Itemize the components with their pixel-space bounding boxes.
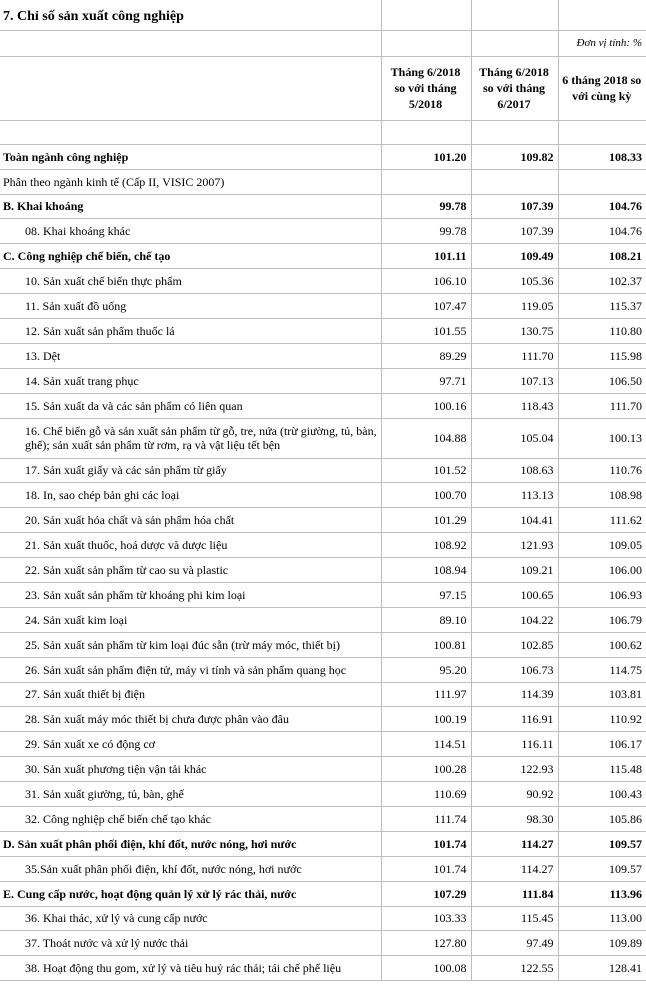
table-row (0, 682, 646, 707)
row-value-six-months: 115.48 (558, 757, 646, 782)
row-value-month-vs-prev-month: 101.29 (381, 508, 471, 533)
row-label: 22. Sản xuất sản phẩm từ cao su và plastic (0, 558, 381, 583)
row-value-month-vs-same-month: 122.55 (471, 956, 558, 981)
row-value-month-vs-same-month: 111.84 (471, 881, 558, 906)
row-value-month-vs-same-month: 116.11 (471, 732, 558, 757)
table-row (0, 881, 646, 906)
row-label: 27. Sản xuất thiết bị điện (0, 682, 381, 707)
row-value-month-vs-same-month: 122.93 (471, 757, 558, 782)
row-value-month-vs-prev-month: 89.29 (381, 343, 471, 368)
column-header-six-months: 6 tháng 2018 so với cùng kỳ (558, 56, 646, 120)
row-value-six-months: 115.98 (558, 343, 646, 368)
row-value-month-vs-same-month: 114.27 (471, 831, 558, 856)
classification-note: Phân theo ngành kinh tế (Cấp II, VISIC 2007) (0, 169, 381, 194)
row-value-month-vs-same-month: 114.39 (471, 682, 558, 707)
table-row (0, 508, 646, 533)
row-value-six-months: 110.80 (558, 318, 646, 343)
row-value-six-months: 106.17 (558, 732, 646, 757)
row-label: 38. Hoạt động thu gom, xử lý và tiêu huỷ rác thải; tái chế phế liệu (0, 956, 381, 981)
row-value-month-vs-prev-month: 114.51 (381, 732, 471, 757)
row-value-month-vs-same-month: 90.92 (471, 782, 558, 807)
row-value-month-vs-prev-month: 106.10 (381, 269, 471, 294)
row-label: 12. Sản xuất sản phẩm thuốc lá (0, 318, 381, 343)
row-value-month-vs-prev-month: 100.28 (381, 757, 471, 782)
row-value-six-months: 128.41 (558, 956, 646, 981)
column-header-month-vs-prev-month: Tháng 6/2018 so với tháng 5/2018 (381, 56, 471, 120)
row-value-month-vs-prev-month: 111.97 (381, 682, 471, 707)
table-row (0, 368, 646, 393)
row-value-month-vs-prev-month: 101.11 (381, 244, 471, 269)
row-value-month-vs-prev-month: 100.70 (381, 483, 471, 508)
table-row (0, 418, 646, 458)
table-row (0, 607, 646, 632)
row-value-six-months: 102.37 (558, 269, 646, 294)
row-value-month-vs-same-month: 116.91 (471, 707, 558, 732)
row-value-month-vs-prev-month: 108.92 (381, 533, 471, 558)
row-value-month-vs-prev-month: 97.71 (381, 368, 471, 393)
row-value-month-vs-prev-month: 108.94 (381, 558, 471, 583)
row-value-month-vs-prev-month: 110.69 (381, 782, 471, 807)
row-value-six-months: 106.50 (558, 368, 646, 393)
row-value-month-vs-prev-month: 97.15 (381, 582, 471, 607)
row-value-six-months: 109.57 (558, 856, 646, 881)
row-label: 14. Sản xuất trang phục (0, 368, 381, 393)
row-label: 11. Sản xuất đồ uống (0, 294, 381, 319)
row-value-six-months: 104.76 (558, 219, 646, 244)
row-value-six-months: 109.05 (558, 533, 646, 558)
row-value-month-vs-prev-month: 89.10 (381, 607, 471, 632)
table-row (0, 219, 646, 244)
row-value-month-vs-same-month: 102.85 (471, 632, 558, 657)
row-value-six-months: 113.96 (558, 881, 646, 906)
row-value-month-vs-same-month: 114.27 (471, 856, 558, 881)
row-value-month-vs-same-month: 100.65 (471, 582, 558, 607)
row-label: 17. Sản xuất giấy và các sản phẩm từ giấy (0, 458, 381, 483)
table-row (0, 483, 646, 508)
row-value-month-vs-prev-month: 101.74 (381, 831, 471, 856)
row-value-six-months: 100.43 (558, 782, 646, 807)
table-row (0, 806, 646, 831)
total-value-3: 108.33 (558, 144, 646, 169)
table-row (0, 558, 646, 583)
row-value-six-months: 111.62 (558, 508, 646, 533)
row-value-month-vs-same-month: 104.41 (471, 508, 558, 533)
row-value-month-vs-prev-month: 103.33 (381, 906, 471, 931)
row-value-month-vs-same-month: 118.43 (471, 393, 558, 418)
row-label: D. Sản xuất phân phối điện, khí đốt, nước nóng, hơi nước (0, 831, 381, 856)
row-label: 26. Sản xuất sản phẩm điện tử, máy vi tính và sản phẩm quang học (0, 657, 381, 682)
row-value-six-months: 110.92 (558, 707, 646, 732)
row-value-six-months: 106.79 (558, 607, 646, 632)
row-label: 18. In, sao chép bản ghi các loại (0, 483, 381, 508)
row-value-six-months: 108.98 (558, 483, 646, 508)
row-label: 28. Sản xuất máy móc thiết bị chưa được phân vào đâu (0, 707, 381, 732)
row-value-month-vs-prev-month: 100.81 (381, 632, 471, 657)
row-label: 08. Khai khoáng khác (0, 219, 381, 244)
row-value-month-vs-same-month: 115.45 (471, 906, 558, 931)
table-row (0, 294, 646, 319)
total-value-1: 101.20 (381, 144, 471, 169)
table-row (0, 458, 646, 483)
row-value-six-months: 106.93 (558, 582, 646, 607)
row-value-six-months: 106.00 (558, 558, 646, 583)
table-row (0, 782, 646, 807)
row-value-six-months: 108.21 (558, 244, 646, 269)
row-value-month-vs-prev-month: 99.78 (381, 219, 471, 244)
table-row (0, 657, 646, 682)
row-value-month-vs-prev-month: 127.80 (381, 931, 471, 956)
row-value-six-months: 109.57 (558, 831, 646, 856)
row-value-month-vs-same-month: 107.39 (471, 194, 558, 219)
row-label: 30. Sản xuất phương tiện vận tải khác (0, 757, 381, 782)
row-value-month-vs-prev-month: 95.20 (381, 657, 471, 682)
row-value-month-vs-same-month: 119.05 (471, 294, 558, 319)
row-label: 24. Sản xuất kim loại (0, 607, 381, 632)
table-row (0, 757, 646, 782)
row-value-six-months: 110.76 (558, 458, 646, 483)
row-value-month-vs-same-month: 113.13 (471, 483, 558, 508)
row-value-month-vs-same-month: 130.75 (471, 318, 558, 343)
row-value-month-vs-same-month: 109.49 (471, 244, 558, 269)
table-row (0, 831, 646, 856)
row-label: 23. Sản xuất sản phẩm từ khoáng phi kim loại (0, 582, 381, 607)
row-value-month-vs-prev-month: 100.16 (381, 393, 471, 418)
row-value-month-vs-prev-month: 101.74 (381, 856, 471, 881)
row-label: 25. Sản xuất sản phẩm từ kim loại đúc sẵn (trừ máy móc, thiết bị) (0, 632, 381, 657)
row-value-month-vs-prev-month: 104.88 (381, 418, 471, 458)
row-value-six-months: 105.86 (558, 806, 646, 831)
row-value-month-vs-prev-month: 111.74 (381, 806, 471, 831)
row-value-month-vs-same-month: 97.49 (471, 931, 558, 956)
table-row (0, 732, 646, 757)
row-value-six-months: 115.37 (558, 294, 646, 319)
row-value-six-months: 109.89 (558, 931, 646, 956)
row-value-six-months: 114.75 (558, 657, 646, 682)
row-value-month-vs-same-month: 106.73 (471, 657, 558, 682)
row-label: 31. Sản xuất giường, tủ, bàn, ghế (0, 782, 381, 807)
row-value-month-vs-same-month: 107.13 (471, 368, 558, 393)
row-value-month-vs-same-month: 105.04 (471, 418, 558, 458)
row-label: 20. Sản xuất hóa chất và sản phẩm hóa chất (0, 508, 381, 533)
row-value-month-vs-prev-month: 101.55 (381, 318, 471, 343)
row-value-six-months: 100.62 (558, 632, 646, 657)
row-label: B. Khai khoáng (0, 194, 381, 219)
table-title: 7. Chỉ số sản xuất công nghiệp (0, 0, 381, 30)
column-header-month-vs-same-month: Tháng 6/2018 so với tháng 6/2017 (471, 56, 558, 120)
row-label: E. Cung cấp nước, hoạt động quản lý xử lý rác thải, nước (0, 881, 381, 906)
row-value-month-vs-prev-month: 100.19 (381, 707, 471, 732)
row-value-month-vs-same-month: 109.21 (471, 558, 558, 583)
row-value-month-vs-same-month: 111.70 (471, 343, 558, 368)
row-value-six-months: 104.76 (558, 194, 646, 219)
row-value-month-vs-prev-month: 100.08 (381, 956, 471, 981)
total-value-2: 109.82 (471, 144, 558, 169)
row-label: 13. Dệt (0, 343, 381, 368)
row-value-month-vs-same-month: 98.30 (471, 806, 558, 831)
row-value-six-months: 111.70 (558, 393, 646, 418)
table-row (0, 533, 646, 558)
row-value-six-months: 100.13 (558, 418, 646, 458)
row-label: 37. Thoát nước và xử lý nước thải (0, 931, 381, 956)
row-value-month-vs-prev-month: 107.47 (381, 294, 471, 319)
row-label: 29. Sản xuất xe có động cơ (0, 732, 381, 757)
row-value-month-vs-same-month: 121.93 (471, 533, 558, 558)
row-label: 32. Công nghiệp chế biến chế tạo khác (0, 806, 381, 831)
table-row (0, 343, 646, 368)
table-row (0, 582, 646, 607)
row-label: 10. Sản xuất chế biến thực phẩm (0, 269, 381, 294)
row-value-month-vs-same-month: 105.36 (471, 269, 558, 294)
row-label: 36. Khai thác, xử lý và cung cấp nước (0, 906, 381, 931)
row-value-month-vs-prev-month: 101.52 (381, 458, 471, 483)
table-row (0, 244, 646, 269)
row-value-month-vs-same-month: 108.63 (471, 458, 558, 483)
row-label: 21. Sản xuất thuốc, hoá dược và dược liệu (0, 533, 381, 558)
row-label: 16. Chế biến gỗ và sản xuất sản phẩm từ gỗ, tre, nứa (trừ giường, tủ, bàn, ghế); sản xuất sản phẩm từ rơm, rạ và vật liệu tết bện (0, 418, 381, 458)
table-row (0, 707, 646, 732)
table-row (0, 956, 646, 981)
row-value-month-vs-same-month: 107.39 (471, 219, 558, 244)
table-row (0, 632, 646, 657)
unit-label: Đơn vị tính: % (558, 30, 646, 56)
table-row (0, 269, 646, 294)
row-value-month-vs-prev-month: 107.29 (381, 881, 471, 906)
row-value-six-months: 113.00 (558, 906, 646, 931)
table-row (0, 194, 646, 219)
table-row (0, 318, 646, 343)
table-row (0, 856, 646, 881)
row-label: C. Công nghiệp chế biến, chế tạo (0, 244, 381, 269)
row-value-six-months: 103.81 (558, 682, 646, 707)
row-value-month-vs-prev-month: 99.78 (381, 194, 471, 219)
table-row (0, 906, 646, 931)
row-label: 15. Sản xuất da và các sản phẩm có liên quan (0, 393, 381, 418)
table-row (0, 931, 646, 956)
row-value-month-vs-same-month: 104.22 (471, 607, 558, 632)
total-row-label: Toàn ngành công nghiệp (0, 144, 381, 169)
row-label: 35.Sản xuất phân phối điện, khí đốt, nước nóng, hơi nước (0, 856, 381, 881)
table-row (0, 393, 646, 418)
